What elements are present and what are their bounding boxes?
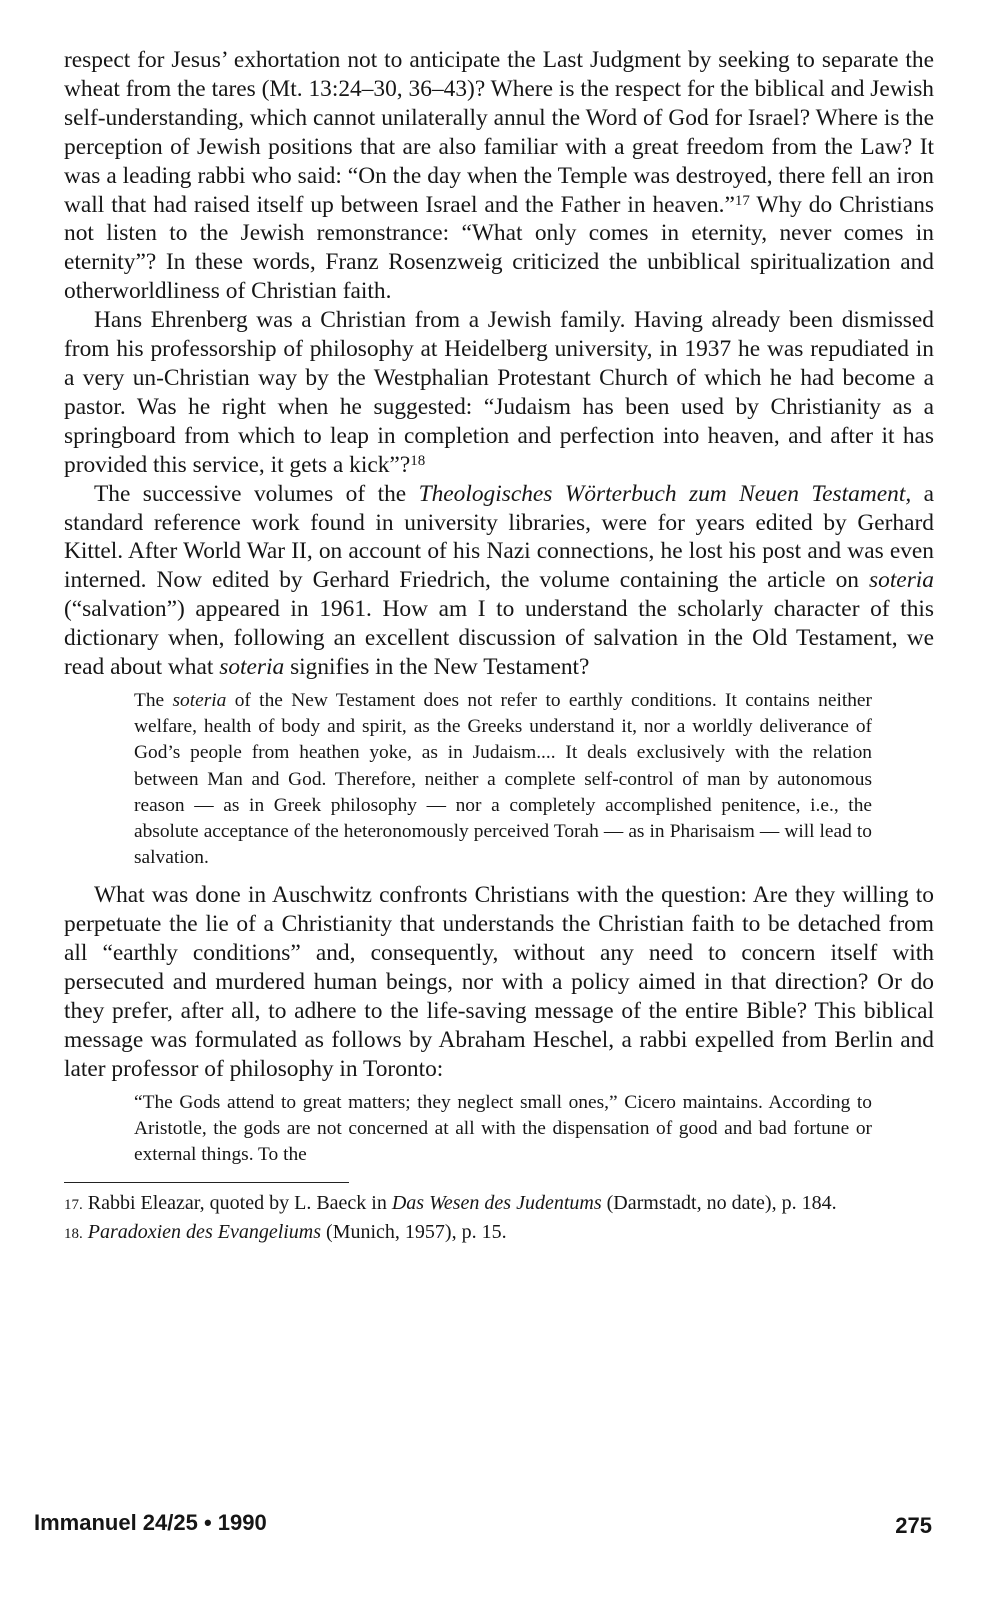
term-soteria: soteria: [219, 654, 285, 681]
paragraph-1-text-b: Why do Christians not listen to the Jewish remonstrance: “What only comes in eternity, never comes in eternity”? In these words, Franz Rosenzweig criticized the unbiblical spiritualization and otherworldliness of Christian faith.: [64, 191, 934, 305]
block-quote-1-text-a: The: [134, 689, 173, 711]
paragraph-2-text: Hans Ehrenberg was a Christian from a Jewish family. Having already been dismissed from his professorship of philosophy at Heidelberg university, in 1937 he was repudiated in a very un-Christian way by the Westphalian Protestant Church of which he had become a pastor. Was he right when he suggested: “Judaism has been used by Christianity as a springboard from which to leap in completion and perfection into heaven, and after it has provided this service, it gets a kick”?: [64, 307, 934, 478]
page-body: [64, 46, 934, 1248]
paragraph-1-text-a: respect for Jesus’ exhortation not to anticipate the Last Judgment by seeking to separate the wheat from the tares (Mt. 13:24–30, 36–43)? Where is the respect for the biblical and Jewish self-understanding, which cannot unilaterally annul the Word of God for Israel? Where is the perception of Jewish positions that are also familiar with a great freedom from the Law? It was a leading rabbi who said: “On the day when the Temple was destroyed, there fell an iron wall that had raised itself up between Israel and the Father in heaven.”: [64, 47, 934, 218]
footnote-17: [64, 1191, 934, 1218]
footnote-separator: [64, 1182, 349, 1183]
paragraph-1: [64, 46, 934, 306]
paragraph-3-text-d: signifies in the New Testament?: [284, 654, 590, 681]
term-soteria: soteria: [869, 567, 934, 594]
page-number: 275: [895, 1513, 932, 1538]
footnote-ref-18[interactable]: 18: [410, 452, 426, 469]
footnote-17-text-b: (Darmstadt, no date), p. 184.: [601, 1192, 837, 1215]
paragraph-3-text-b: a standard reference work found in university libraries, were for years edited by Gerhard Kittel. After World War II, on account of his Nazi connections, he lost his post and was even interned. Now edited by Gerhard Friedrich, the volume containing the article on: [64, 480, 935, 594]
block-quote-2: “The Gods attend to great matters; they neglect small ones,” Cicero maintains. According to Aristotle, the gods are not concerned at all with the dispensation of good and bad fortune or external things. To the: [134, 1091, 872, 1166]
block-quote-1-text-b: of the New Testament does not refer to earthly conditions. It contains neither welfare, health of body and spirit, as the Greeks understand it, nor a worldly deliverance of God’s people from heathen yoke, as in Judaism.... It deals exclusively with the relation between Man and God. Therefore, neither a complete self-control of man by autonomous reason — as in Greek philosophy — nor a completely accomplished penitence, i.e., the absolute acceptance of the heteronomously perceived Torah — as in Pharisaism — will lead to salvation.: [134, 689, 872, 869]
footnote-number: 18.: [64, 1225, 83, 1242]
footnote-17-book-title: Das Wesen des Judentums: [391, 1192, 602, 1215]
footnote-number: 17.: [64, 1197, 83, 1214]
book-title-twnt: Theologisches Wörterbuch zum Neuen Testament,: [418, 480, 912, 507]
paragraph-3-text-c: (“salvation”) appeared in 1961. How am I to understand the scholarly character of this dictionary when, following an excellent discussion of salvation in the Old Testament, we read about what: [64, 596, 934, 681]
footnote-18: [64, 1220, 934, 1247]
block-quote-1: [134, 688, 872, 871]
paragraph-3: [64, 480, 934, 682]
footnote-17-text-a: Rabbi Eleazar, quoted by L. Baeck in: [87, 1192, 392, 1215]
paragraph-3-text-a: The successive volumes of the: [94, 480, 419, 507]
term-soteria: soteria: [172, 689, 227, 711]
paragraph-4: What was done in Auschwitz confronts Christians with the question: Are they willing to perpetuate the lie of a Christianity that understands the Christian faith to be detached from all “earthly conditions” and, consequently, without any need to concern itself with persecuted and murdered human beings, nor with a policy aimed in that direction? Or do they prefer, after all, to adhere to the life-saving message of the entire Bible? This biblical message was formulated as follows by Abraham Heschel, a rabbi expelled from Berlin and later professor of philosophy in Toronto:: [64, 882, 934, 1082]
journal-citation: Immanuel 24/25 • 1990: [34, 1510, 267, 1535]
footnote-18-book-title: Paradoxien des Evangeliums: [87, 1220, 322, 1243]
paragraph-2: [64, 306, 934, 479]
footnote-18-text-b: (Munich, 1957), p. 15.: [321, 1220, 507, 1243]
footnote-ref-17[interactable]: 17: [734, 192, 750, 209]
